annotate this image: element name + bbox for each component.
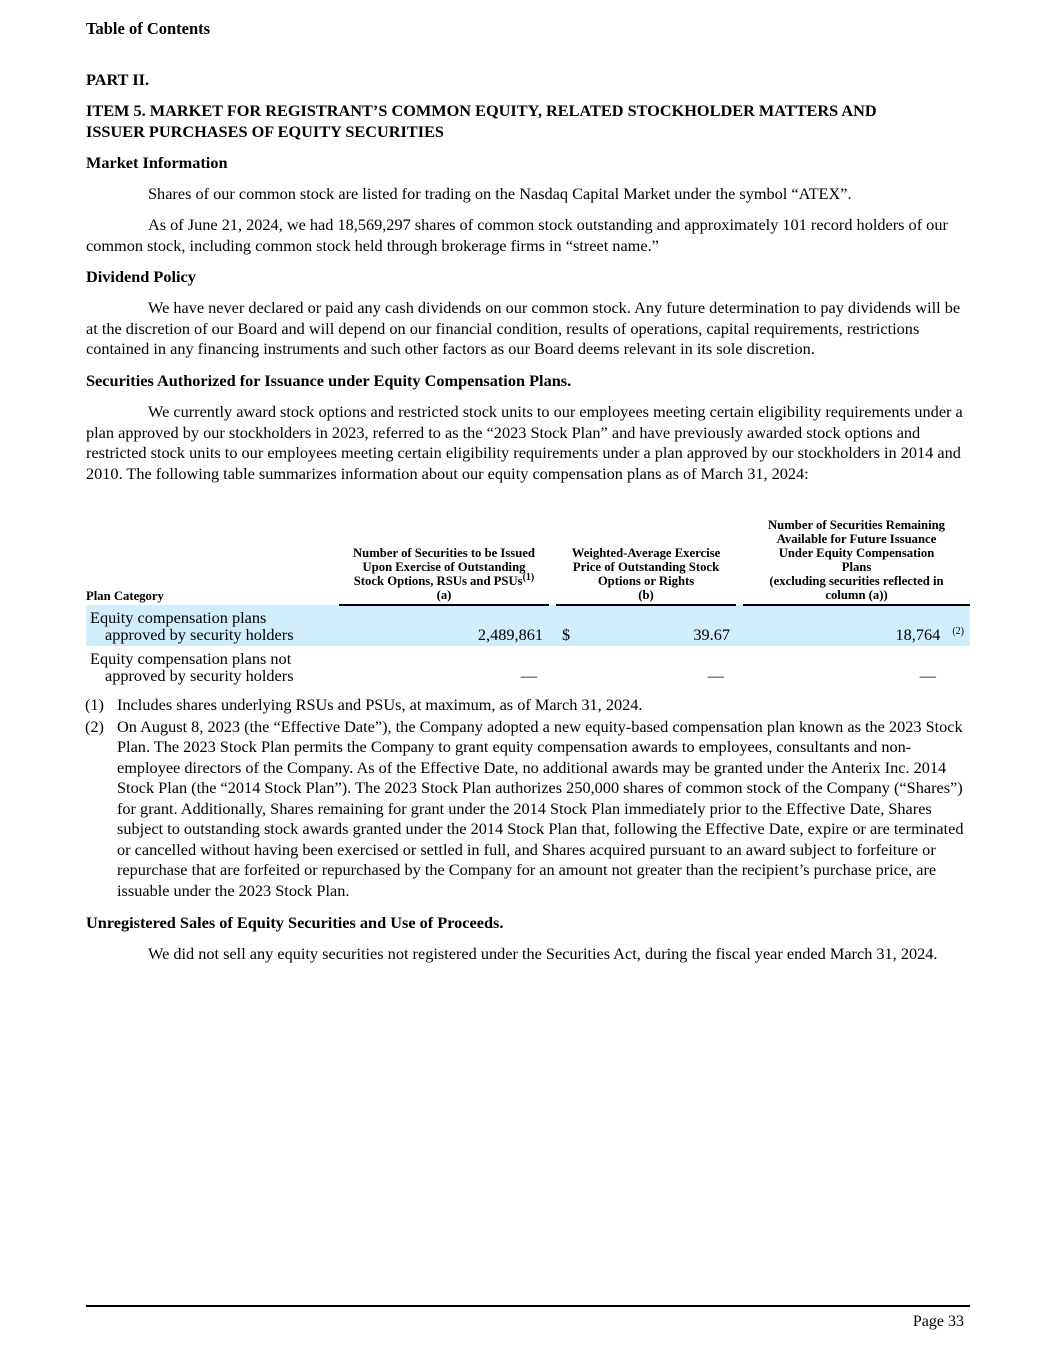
market-info-heading: Market Information — [86, 153, 228, 172]
col-header-securities-issued — [339, 518, 549, 605]
col-c-line1: Number of Securities Remaining — [767, 518, 946, 532]
securities-authorized-heading: Securities Authorized for Issuance under Equity Compensation Plans. — [86, 371, 572, 390]
currency-symbol: $ — [556, 605, 586, 646]
plan-category-line2: approved by security holders — [105, 625, 294, 644]
dividend-paragraph: We have never declared or paid any cash dividends on our common stock. Any future determination to pay dividends will be at the discretion of our Board and will depend on our financial condition, results of operations, capital requirements, restrictions contained in any financing instruments and such other factors as our Board deems relevant in its sole discretion. — [86, 298, 961, 358]
col-b-line2: Price of Outstanding Stock — [572, 560, 720, 574]
footnote-text: Includes shares underlying RSUs and PSUs, at maximum, as of March 31, 2024. — [117, 695, 643, 714]
table-header-row — [86, 518, 970, 605]
col-header-weighted-average-price — [556, 518, 736, 605]
col-header-plan-category: Plan Category — [86, 589, 164, 603]
footnote-marker: (2) — [85, 716, 104, 736]
document-page — [86, 0, 970, 1365]
footnotes — [86, 695, 970, 901]
item-heading-line1: ITEM 5. MARKET FOR REGISTRANT’S COMMON EQUITY, RELATED STOCKHOLDER MATTERS AND — [86, 101, 877, 120]
page-number: Page 33 — [912, 1313, 964, 1330]
plan-category-cell — [86, 605, 339, 646]
col-b-line4: (b) — [638, 588, 654, 602]
footnote-text: On August 8, 2023 (the “Effective Date”), the Company adopted a new equity-based compensation plan known as the 2023 Stock Plan. The 2023 Stock Plan permits the Company to grant equity compensation awards to employees, consultants and non-employee directors of the Company. As of the Effective Date, no additional awards may be granted under the Anterix Inc. 2014 Stock Plan (the “2014 Stock Plan”). The 2023 Stock Plan authorizes 250,000 shares of common stock of the Company (“Shares”) for grant. Additionally, Shares remaining for grant under the 2014 Stock Plan immediately prior to the Effective Date, Shares subject to outstanding stock awards granted under the 2014 Stock Plan that, following the Effective Date, expire or are terminated or cancelled without having been exercised or settled in full, and Shares acquired pursuant to an award subject to forfeiture or repurchase that are forfeited or repurchased by the Company for an amount not greater than the recipient’s purchase price, are issuable under the 2023 Stock Plan. — [117, 716, 964, 900]
item-heading-line2: ISSUER PURCHASES OF EQUITY SECURITIES — [86, 121, 444, 141]
securities-remaining-cell — [743, 605, 970, 646]
table-row — [86, 605, 970, 646]
part-heading: PART II. — [86, 70, 150, 89]
footnote-item — [86, 695, 970, 716]
securities-paragraph: We currently award stock options and restricted stock units to our employees meeting certain eligibility requirements under a plan approved by our stockholders in 2023, referred to as the “2023 Stock Plan” and have previously awarded stock options and restricted stock units to our employees meeting certain eligibility requirements under a plan approved by our stockholders in 2014 and 2010. The following table summarizes information about our equity compensation plans as of March 31, 2024: — [86, 402, 963, 483]
equity-compensation-table — [86, 518, 970, 687]
footnote-item — [86, 717, 970, 902]
col-c-line3: Under Equity Compensation — [778, 546, 935, 560]
securities-remaining-value: 18,764 — [895, 625, 941, 644]
securities-remaining-cell: — — [919, 666, 936, 685]
securities-issued-cell: 2,489,861 — [339, 605, 549, 646]
col-c-line2: Available for Future Issuance — [776, 532, 937, 546]
col-c-line4: Plans — [841, 560, 872, 574]
dividend-policy-heading: Dividend Policy — [86, 267, 196, 286]
plan-category-line2: approved by security holders — [105, 666, 294, 685]
col-b-line1: Weighted-Average Exercise — [571, 546, 721, 560]
table-row — [86, 646, 970, 687]
unregistered-sales-heading: Unregistered Sales of Equity Securities and Use of Proceeds. — [86, 913, 504, 932]
market-paragraph-1: Shares of our common stock are listed for trading on the Nasdaq Capital Market under the symbol “ATEX”. — [148, 184, 852, 203]
col-a-line3: Stock Options, RSUs and PSUs — [353, 574, 523, 588]
weighted-price-cell: 39.67 — [586, 605, 736, 646]
table-of-contents-link[interactable]: Table of Contents — [86, 19, 211, 38]
item-heading — [86, 101, 877, 142]
col-c-line6: column (a)) — [825, 588, 888, 602]
plan-category-cell — [86, 646, 339, 687]
col-a-line4: (a) — [436, 588, 452, 602]
footnote-ref-2: (2) — [952, 625, 964, 637]
plan-category-line1: Equity compensation plans not — [90, 649, 292, 668]
footnote-ref-1: (1) — [522, 571, 535, 583]
unregistered-paragraph: We did not sell any equity securities not registered under the Securities Act, during the fiscal year ended March 31, 2024. — [148, 944, 938, 963]
weighted-price-cell: — — [707, 666, 724, 685]
plan-category-line1: Equity compensation plans — [90, 608, 267, 627]
col-header-securities-remaining — [743, 518, 970, 605]
col-a-line2: Upon Exercise of Outstanding — [362, 560, 526, 574]
securities-issued-cell: — — [520, 666, 537, 685]
col-b-line3: Options or Rights — [597, 574, 695, 588]
col-c-line5: (excluding securities reflected in — [769, 574, 944, 588]
footer-divider — [86, 1305, 970, 1307]
col-a-line1: Number of Securities to be Issued — [353, 546, 535, 560]
market-paragraph-2: As of June 21, 2024, we had 18,569,297 shares of common stock outstanding and approximately 101 record holders of our common stock, including common stock held through brokerage firms in “street name.” — [86, 215, 948, 255]
footnote-marker: (1) — [85, 695, 104, 714]
